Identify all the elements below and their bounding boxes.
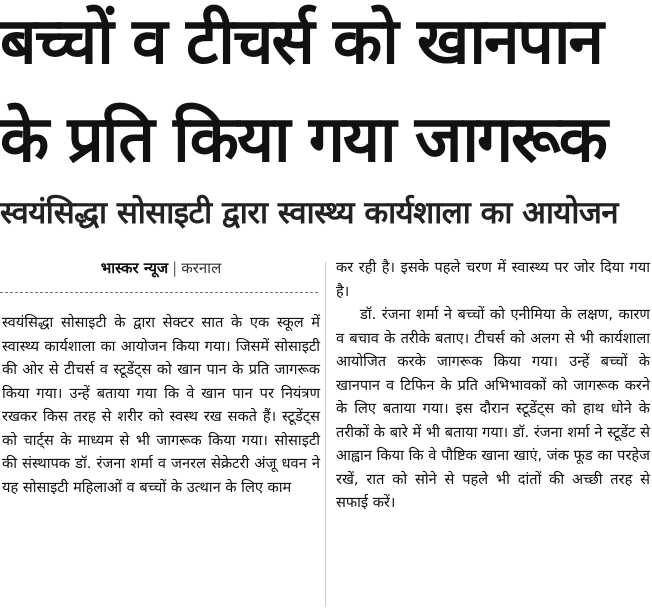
byline-source: भास्कर न्यूज xyxy=(100,259,169,277)
subheadline: स्वयंसिद्धा सोसाइटी द्वारा स्वास्थ्य कार्यशाला का आयोजन xyxy=(0,195,619,231)
column-2-paragraph-2: डॉ. रंजना शर्मा ने बच्चों को एनीमिया के लक्षण, कारण व बचाव के तरीके बताए। टीचर्स को अलग से भी कार्यशाला आयोजित करके जागरूक किया गया। उन्हें बच्चों के खानपान व टिफिन के प्रति अभिभावकों को जागरूक करने के लिए बताया गया। इस दौरान स्टूडेंट्स को हाथ धोने के तरीकों के बारे में भी बताया गया। डॉ. रंजना शर्मा ने स्टूडेंट से आह्वान किया कि वे पौष्टिक खाना खाएं, जंक फूड का परहेज रखें, रात को सोने से पहले भी दांतों की अच्छी तरह से सफाई करें। xyxy=(336,306,650,511)
article-column-2 xyxy=(336,256,650,515)
byline-city: करनाल xyxy=(181,259,222,277)
headline-line-2: के प्रति किया गया जागरूक xyxy=(0,103,606,177)
byline-separator: | xyxy=(172,259,178,277)
column-1-paragraph: स्वयंसिद्धा सोसाइटी के द्वारा सेक्टर सात के एक स्कूल में स्वास्थ्य कार्यशाला का आयोजन किया गया। जिसमें सोसाइटी की ओर से टीचर्स व स्टूडेंट्स को खान पान के प्रति जागरूक किया गया। उन्हें बताया गया कि वे खान पान पर नियंत्रण रखकर किस तरह से शरीर को स्वस्थ रख सकते हैं। स्टूडेंट्स को चार्ट्स के माध्यम से भी जागरूक किया गया। सोसाइटी की संस्थापक डॉ. रंजना शर्मा व जनरल सेक्रेटरी अंजू धवन ने यह सोसाइटी महिलाओं व बच्चों के उत्थान के लिए काम xyxy=(2,314,320,496)
column-divider xyxy=(325,262,326,607)
column-2-paragraph-1: कर रही है। इसके पहले चरण में स्वास्थ्य पर जोर दिया गया है। xyxy=(336,259,650,300)
article-column-1 xyxy=(2,311,320,499)
byline xyxy=(0,256,322,280)
headline-line-1: बच्चों व टीचर्स को खानपान xyxy=(0,5,602,79)
byline-divider xyxy=(0,292,318,293)
